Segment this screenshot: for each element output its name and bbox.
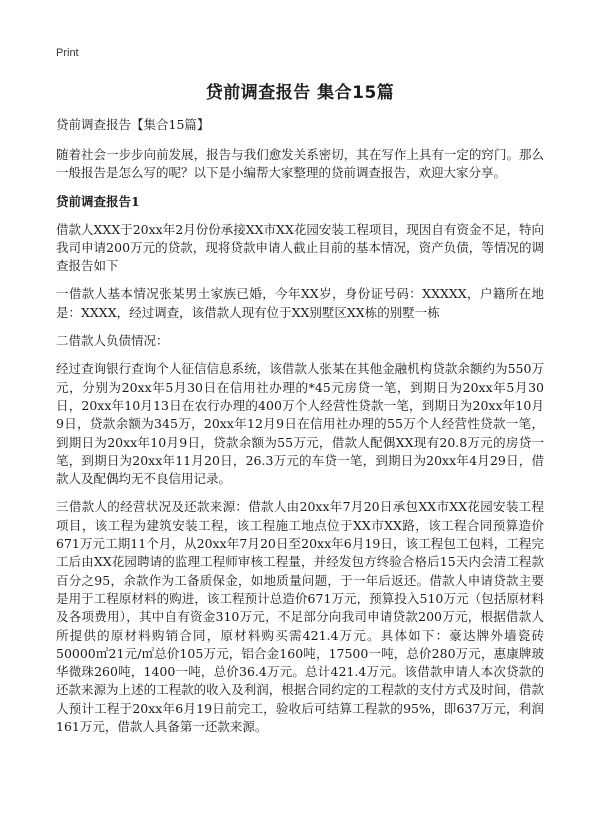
- body-paragraph: 经过查询银行查询个人征信信息系统，该借款人张某在其他金融机构贷款余额约为550万元，分别为20xx年5月30日在信用社办理的*45元房贷一笔，到期日为20xx年5月30日，20xx年10月13日在农行办理的400万个人经营性贷款一笔，到期日为20xx年10月9日，贷款余额为345万，20xx年12月9日在信用社办理的55万个人经营性贷款一笔，到期日为20xx年10月9日，贷款余额为55万元，借款人配偶XX现有20.8万元的房贷一笔，到期日为20xx年11月20日，26.3万元的车贷一笔，到期日为20xx年4月29日，借款人及配偶均无不良信用记录。: [56, 361, 544, 487]
- body-paragraph: 二借款人负债情况：: [56, 333, 169, 349]
- intro-paragraph: 随着社会一步步向前发展，报告与我们愈发关系密切，其在写作上具有一定的窍门。那么一般报告是怎么写的呢？以下是小编帮大家整理的贷前调查报告，欢迎大家分享。: [56, 147, 544, 181]
- print-label: Print: [56, 47, 79, 59]
- body-paragraph: 借款人XXX于20xx年2月份份承接XX市XX花园安装工程项目，现因自有资金不足，特向我司申请200万元的贷款，现将贷款申请人截止目前的基本情况，资产负债，等情况的调查报告如下: [56, 221, 544, 274]
- body-paragraph: 一借款人基本情况张某男土家族已婚，今年XX岁，身份证号码：XXXXX，户籍所在地是：XXXX，经过调查，该借款人现有位于XX别墅区XX栋的别墅一栋: [56, 286, 544, 320]
- document-subtitle: 贷前调查报告【集合15篇】: [56, 117, 210, 132]
- document-title: 贷前调查报告 集合15篇: [205, 83, 395, 103]
- section-heading: 贷前调查报告1: [56, 193, 140, 209]
- body-paragraph: 三借款人的经营状况及还款来源：借款人由20xx年7月20日承包XX市XX花园安装工程项目，该工程为建筑安装工程，该工程施工地点位于XX市XX路，该工程合同预算造价671万元工期11个月，从20xx年7月20日至20xx年6月19日，该工程包工包料，工程完工后由XX花园聘请的监理工程师审核工程量，并经发包方终验合格后15天内会清工程款百分之95，余款作为工备质保金，如地质量问题，于一年后返还。借款人申请贷款主要是用于工程原材料的购进，该工程预计总造价671万元，预算投入510万元（包括原材料及各项费用），其中自有资金310万元，不足部分向我司申请贷款200万元，根据借款人所提供的原材料购销合同，原材料购买需421.4万元。具体如下：豪达牌外墙瓷砖50000㎡21元/㎡总价105万元，铝合金160吨，17500一吨，总价280万元，惠康牌玻华微珠260吨，1400一吨，总价36.4万元。总计421.4万元。该借款申请人本次贷款的还款来源为上述的工程款的收入及利润，根据合同约定的工程款的支付方式及时间，借款人预计工程于20xx年6月19日前完工，验收后可结算工程款的95%，即637万元，利润161万元，借款人具备第一还款来源。: [56, 499, 544, 735]
